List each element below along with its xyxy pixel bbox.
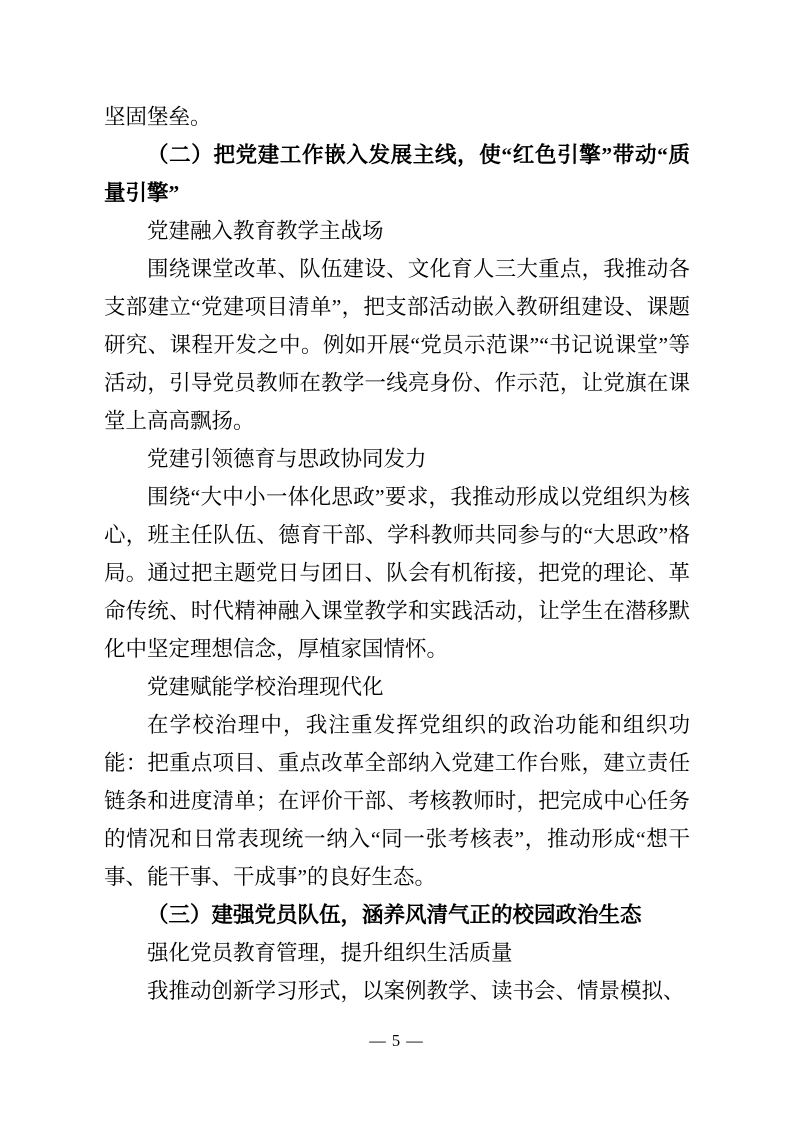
section-heading-2: （二）把党建工作嵌入发展主线，使“红色引擎”带动“质量引擎” — [104, 143, 690, 205]
body-paragraph: 围绕课堂改革、队伍建设、文化育人三大重点，我推动各支部建立“党建项目清单”，把支部活动嵌入教研组建设、课题研究、课程开发之中。例如开展“党员示范课”“书记说课堂”等活动，引导党员教师在教学一线亮身份、作示范，让党旗在课堂上高高飘扬。 — [104, 257, 690, 433]
subpoint-title: 党建赋能学校治理现代化 — [147, 675, 384, 699]
page-number: — 5 — — [369, 1031, 424, 1050]
body-paragraph: 围绕“大中小一体化思政”要求，我推动形成以党组织为核心，班主任队伍、德育干部、学科教师共同参与的“大思政”格局。通过把主题党日与团日、队会有机衔接，把党的理论、革命传统、时代精神融入课堂教学和实践活动，让学生在潜移默化中坚定理想信念，厚植家国情怀。 — [104, 485, 690, 661]
subpoint-title: 党建引领德育与思政协同发力 — [147, 447, 427, 471]
document-content — [104, 98, 690, 1010]
subpoint-title: 党建融入教育教学主战场 — [147, 219, 384, 243]
body-paragraph: 我推动创新学习形式，以案例教学、读书会、情景模拟、 — [147, 979, 685, 1003]
paragraph-continuation: 坚固堡垒。 — [104, 105, 212, 129]
subpoint-title: 强化党员教育管理，提升组织生活质量 — [147, 941, 513, 965]
section-heading-3: （三）建强党员队伍，涵养风清气正的校园政治生态 — [147, 903, 642, 927]
body-paragraph: 在学校治理中，我注重发挥党组织的政治功能和组织功能：把重点项目、重点改革全部纳入党建工作台账，建立责任链条和进度清单；在评价干部、考核教师时，把完成中心任务的情况和日常表现统一纳入“同一张考核表”，推动形成“想干事、能干事、干成事”的良好生态。 — [104, 713, 690, 889]
